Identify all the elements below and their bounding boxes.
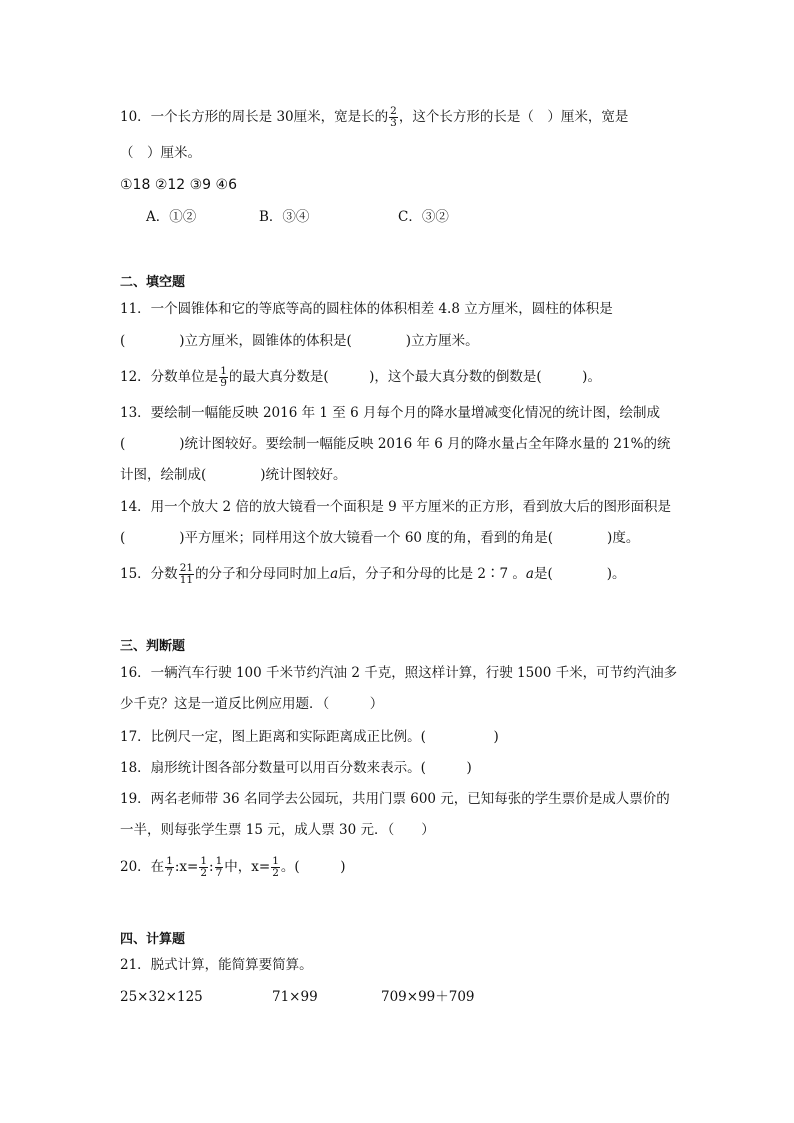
- question-14-line-1: 14．用一个放大 2 倍的放大镜看一个面积是 9 平方厘米的正方形，看到放大后的图形面积是: [120, 499, 672, 515]
- question-14-line-2: ( )平方厘米；同样用这个放大镜看一个 60 度的角，看到的角是( )度。: [120, 530, 640, 546]
- question-16-line-1: 16．一辆汽车行驶 100 千米节约汽油 2 千克，照这样计算，行驶 1500 千米，可节约汽油多: [120, 665, 678, 681]
- question-12-text-b: 的最大真分数是( )，这个最大真分数的倒数是( )。: [228, 369, 601, 385]
- option-c[interactable]: C．③②: [398, 209, 449, 225]
- fraction-denominator: 3: [390, 117, 397, 129]
- question-10-text-a: 10．一个长方形的周长是 30厘米，宽是长的: [120, 109, 389, 125]
- question-20-text-d: 中，x=: [224, 859, 271, 875]
- fraction-denominator: 2: [272, 867, 279, 879]
- question-10-choices: ①18 ②12 ③9 ④6: [120, 177, 237, 193]
- expression-3: 709×99＋709: [381, 989, 475, 1005]
- fraction-denominator: 2: [200, 867, 208, 879]
- fraction-numerator: 1: [166, 855, 173, 867]
- fraction-numerator: 1: [200, 855, 208, 867]
- fraction-denominator: 9: [220, 377, 227, 389]
- option-a[interactable]: A．①②: [146, 209, 197, 225]
- question-13-line-3: 计图，绘制成( )统计图较好。: [120, 467, 347, 483]
- question-20-text-c: :: [209, 859, 214, 875]
- question-13-line-2: ( )统计图较好。要绘制一幅能反映 2016 年 6 月的降水量占全年降水量的 21%的统: [120, 436, 671, 452]
- question-13-line-1: 13．要绘制一幅能反映 2016 年 1 至 6 月每个月的降水量增减变化情况的统计图，绘制成: [120, 405, 660, 421]
- section-heading-calculation: 四、计算题: [120, 932, 186, 947]
- fraction-21-11: [179, 563, 194, 586]
- question-15-text-d: 是( )。: [533, 566, 626, 582]
- fraction-one-half: [199, 856, 208, 879]
- fraction-numerator: 1: [215, 855, 223, 867]
- expression-2: 71×99: [272, 989, 318, 1005]
- question-12: [120, 366, 601, 389]
- fraction-denominator: 7: [166, 867, 173, 879]
- question-20-text-a: 20．在: [120, 859, 165, 875]
- fraction-numerator: 2: [390, 105, 397, 117]
- variable-a: a: [525, 566, 534, 582]
- section-heading-true-false: 三、判断题: [120, 639, 186, 654]
- question-11-line-1: 11．一个圆锥体和它的等底等高的圆柱体的体积相差 4.8 立方厘米，圆柱的体积是: [120, 301, 613, 317]
- section-heading-fill-in: 二、填空题: [120, 275, 186, 290]
- question-20-text-e: 。( ): [280, 859, 346, 875]
- question-20: [120, 856, 345, 879]
- fraction-numerator: 1: [272, 855, 279, 867]
- fraction-one-seventh: [165, 856, 174, 879]
- fraction-numerator: 21: [179, 562, 194, 574]
- fraction-denominator: 7: [215, 867, 223, 879]
- option-b[interactable]: B．③④: [259, 209, 310, 225]
- question-17: 17．比例尺一定，图上距离和实际距离成正比例。( ): [120, 729, 499, 745]
- question-18: 18．扇形统计图各部分数量可以用百分数来表示。( ): [120, 760, 472, 776]
- question-15-text-a: 15．分数: [120, 566, 178, 582]
- fraction-numerator: 1: [220, 365, 227, 377]
- fraction-two-thirds: [389, 106, 398, 129]
- question-15-text-c: 后，分子和分母的比是 2∶7 。: [338, 566, 526, 582]
- question-10-text-b: ，这个长方形的长是（ ）厘米，宽是: [398, 109, 629, 125]
- question-20-text-b: :x=: [174, 859, 199, 875]
- fraction-one-ninth: [219, 366, 228, 389]
- question-15: [120, 563, 626, 586]
- question-12-text-a: 12．分数单位是: [120, 369, 219, 385]
- question-10-line-1: [120, 106, 628, 129]
- expression-1: 25×32×125: [120, 989, 203, 1005]
- question-19-line-1: 19．两名老师带 36 名同学去公园玩，共用门票 600 元，已知每张的学生票价是成人票价的: [120, 791, 670, 807]
- fraction-denominator: 11: [179, 574, 194, 586]
- question-15-text-b: 的分子和分母同时加上: [195, 566, 331, 582]
- question-11-line-2: ( )立方厘米，圆锥体的体积是( )立方厘米。: [120, 333, 479, 349]
- variable-a: a: [330, 566, 339, 582]
- question-19-line-2: 一半，则每张学生票 15 元，成人票 30 元．（ ）: [120, 822, 435, 838]
- fraction-one-seventh: [215, 856, 224, 879]
- question-21: 21．脱式计算，能简算要简算。: [120, 957, 313, 973]
- question-16-line-2: 少千克？这是一道反比例应用题．（ ）: [120, 696, 384, 712]
- fraction-one-half: [271, 856, 280, 879]
- question-10-line-2: （ ）厘米。: [120, 145, 201, 161]
